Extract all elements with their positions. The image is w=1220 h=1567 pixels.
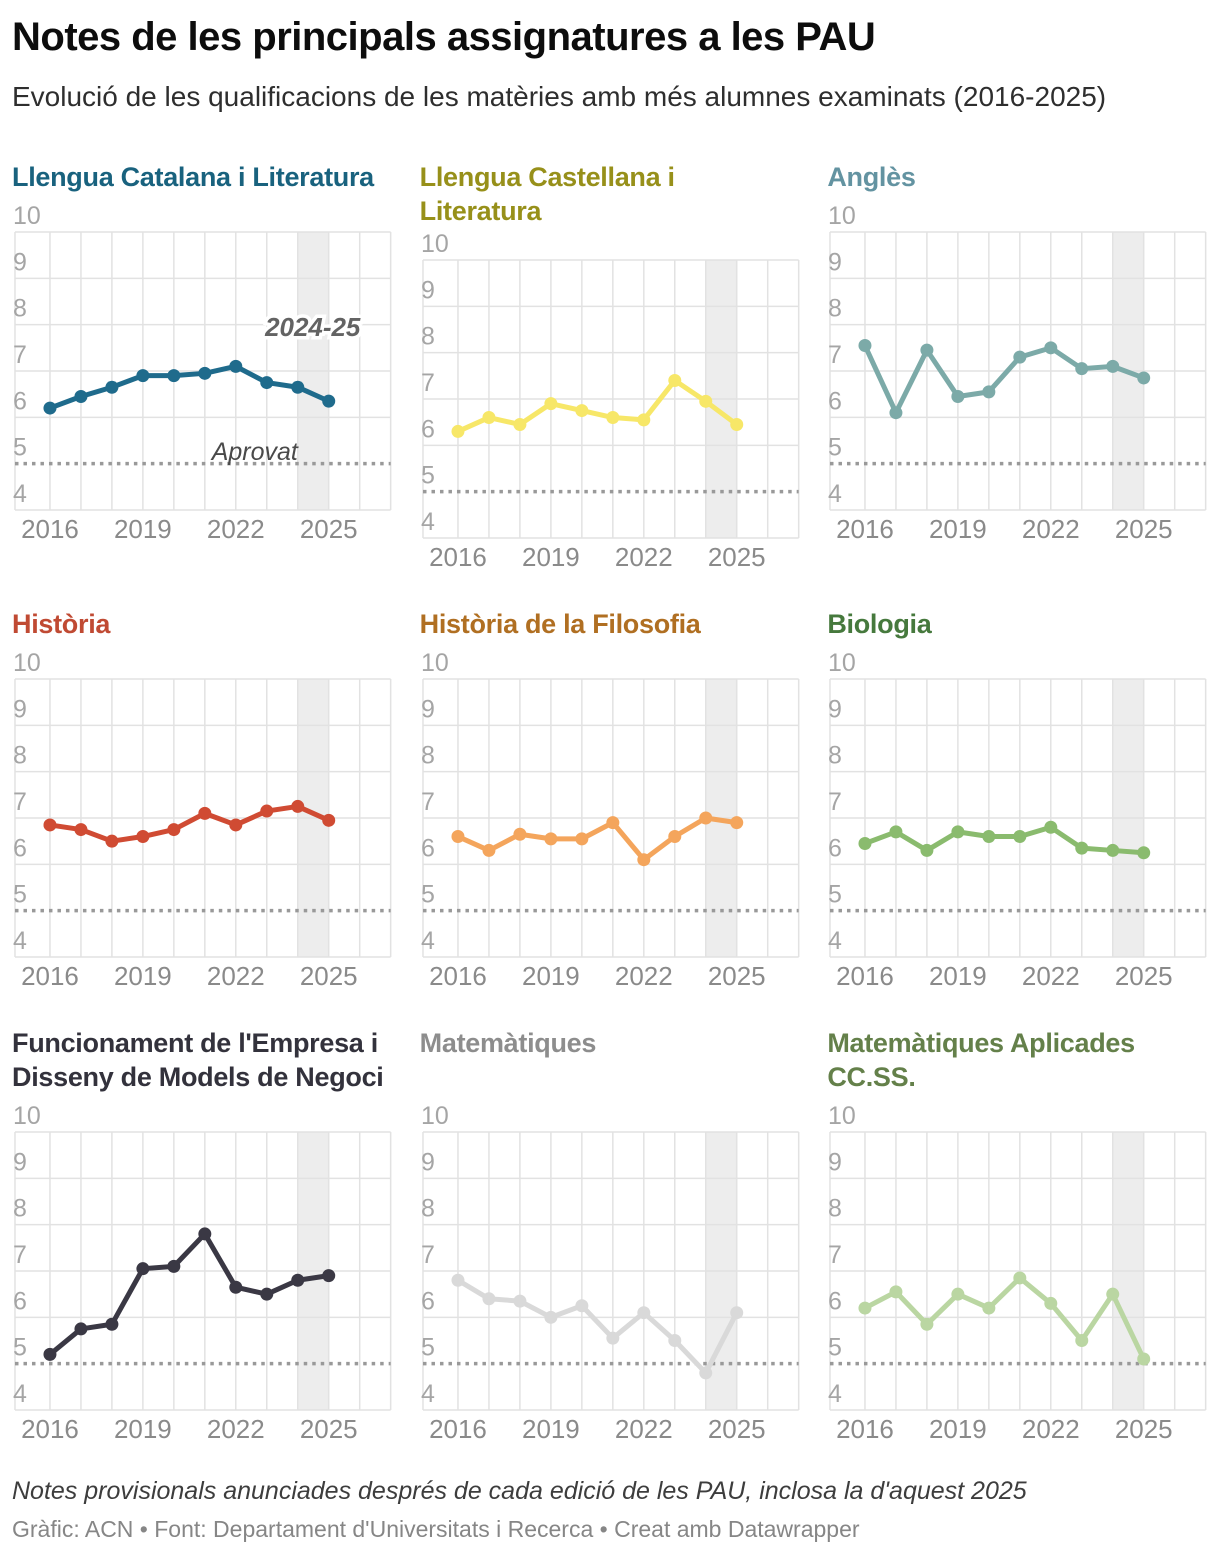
data-point xyxy=(1076,362,1089,375)
data-point xyxy=(1107,844,1120,857)
data-point xyxy=(198,366,211,379)
chart-matematiques xyxy=(420,1026,801,1445)
data-point xyxy=(43,818,56,831)
x-tick-label: 2019 xyxy=(521,541,580,572)
data-point xyxy=(513,418,526,431)
data-point xyxy=(544,832,557,845)
data-point xyxy=(921,1317,934,1330)
x-tick-label: 2016 xyxy=(836,1413,895,1444)
data-point xyxy=(482,844,495,857)
y-tick-label: 7 xyxy=(828,787,843,816)
x-tick-label: 2022 xyxy=(206,513,265,544)
x-tick-label: 2022 xyxy=(1022,1413,1081,1444)
data-point xyxy=(1076,1334,1089,1347)
chart-canvas xyxy=(420,228,801,573)
data-point xyxy=(229,818,242,831)
x-tick-label: 2019 xyxy=(521,1413,580,1444)
x-tick-label: 2016 xyxy=(21,1413,79,1444)
x-tick-label: 2019 xyxy=(929,1413,988,1444)
y-tick-label: 6 xyxy=(420,833,435,862)
datawrapper-chart xyxy=(0,14,1220,1567)
y-tick-label: 10 xyxy=(12,1101,41,1130)
x-tick-label: 2019 xyxy=(114,513,172,544)
chart-title: Llengua Castellana i Literatura xyxy=(419,161,675,226)
x-tick-label: 2022 xyxy=(614,1413,673,1444)
data-point xyxy=(668,830,681,843)
y-tick-label: 6 xyxy=(828,386,843,415)
x-tick-label: 2016 xyxy=(21,513,79,544)
x-tick-label: 2022 xyxy=(206,1413,265,1444)
chart-title: Funcionament de l'Empresa i Disseny de Models de Negoci xyxy=(12,1027,384,1092)
chart-funcionament-de-l-empresa-i-disseny-de-models-de-negoci xyxy=(12,1026,393,1445)
data-point xyxy=(291,1273,304,1286)
y-tick-label: 5 xyxy=(828,1333,843,1362)
data-point xyxy=(575,404,588,417)
data-point xyxy=(921,844,934,857)
data-point xyxy=(1045,820,1058,833)
chart-canvas xyxy=(827,1100,1208,1445)
y-tick-label: 9 xyxy=(828,1147,843,1176)
data-line xyxy=(458,1280,737,1373)
y-tick-label: 5 xyxy=(12,880,27,909)
chart-canvas xyxy=(420,647,801,992)
y-tick-label: 8 xyxy=(420,1194,435,1223)
data-point xyxy=(606,411,619,424)
data-point xyxy=(229,359,242,372)
y-tick-label: 6 xyxy=(420,1286,435,1315)
x-tick-label: 2025 xyxy=(1115,1413,1173,1444)
data-point xyxy=(668,1334,681,1347)
data-point xyxy=(43,401,56,414)
y-tick-label: 6 xyxy=(12,1286,27,1315)
data-point xyxy=(637,853,650,866)
y-tick-label: 6 xyxy=(12,833,27,862)
data-point xyxy=(167,1259,180,1272)
y-tick-label: 10 xyxy=(828,1101,857,1130)
data-point xyxy=(1107,359,1120,372)
chart-title: Llengua Catalana i Literatura xyxy=(12,161,374,192)
data-point xyxy=(105,1317,118,1330)
data-point xyxy=(198,1227,211,1240)
data-point xyxy=(699,394,712,407)
chart-header xyxy=(12,14,1208,114)
y-tick-label: 7 xyxy=(12,340,27,369)
x-tick-label: 2016 xyxy=(428,541,487,572)
data-point xyxy=(859,837,872,850)
data-point xyxy=(544,1310,557,1323)
data-point xyxy=(699,811,712,824)
data-point xyxy=(890,406,903,419)
x-tick-label: 2025 xyxy=(299,1413,358,1444)
y-tick-label: 7 xyxy=(828,1240,843,1269)
data-point xyxy=(167,823,180,836)
data-point xyxy=(668,374,681,387)
data-point xyxy=(1045,341,1058,354)
y-tick-label: 4 xyxy=(12,479,27,508)
x-tick-label: 2025 xyxy=(1115,960,1173,991)
y-tick-label: 10 xyxy=(12,201,41,230)
y-tick-label: 9 xyxy=(828,247,843,276)
chart-title: Biologia xyxy=(827,608,932,639)
x-tick-label: 2025 xyxy=(299,960,358,991)
data-line xyxy=(865,345,1144,412)
x-tick-label: 2016 xyxy=(428,960,487,991)
page-subtitle: Evolució de les qualificacions de les matèries amb més alumnes examinats (2016-2025) xyxy=(12,81,1107,112)
y-tick-label: 4 xyxy=(828,926,843,955)
y-tick-label: 5 xyxy=(420,880,435,909)
y-tick-label: 4 xyxy=(420,1379,435,1408)
x-tick-label: 2016 xyxy=(428,1413,487,1444)
data-point xyxy=(482,411,495,424)
pass-label: Aprovat xyxy=(211,437,298,466)
y-tick-label: 9 xyxy=(420,694,435,723)
data-point xyxy=(482,1292,495,1305)
data-point xyxy=(291,380,304,393)
small-multiples-grid xyxy=(12,160,1208,1445)
x-tick-label: 2019 xyxy=(929,513,988,544)
x-tick-label: 2025 xyxy=(707,541,766,572)
chart-llengua-catalana-i-literatura xyxy=(12,160,393,573)
y-tick-label: 9 xyxy=(420,1147,435,1176)
x-tick-label: 2016 xyxy=(836,960,895,991)
data-point xyxy=(167,369,180,382)
x-tick-label: 2025 xyxy=(1115,513,1173,544)
data-point xyxy=(260,376,273,389)
data-point xyxy=(606,1331,619,1344)
chart-matematiques-aplicades-cc-ss xyxy=(827,1026,1208,1445)
y-tick-label: 4 xyxy=(420,507,435,536)
x-tick-label: 2022 xyxy=(614,541,673,572)
data-point xyxy=(730,1306,743,1319)
y-tick-label: 8 xyxy=(12,294,27,323)
chart-title: Història de la Filosofia xyxy=(419,608,701,639)
data-point xyxy=(1014,830,1027,843)
x-tick-label: 2016 xyxy=(836,513,895,544)
y-tick-label: 6 xyxy=(828,1286,843,1315)
data-point xyxy=(322,813,335,826)
y-tick-label: 7 xyxy=(420,368,435,397)
y-tick-label: 4 xyxy=(12,926,27,955)
data-point xyxy=(575,832,588,845)
data-point xyxy=(952,390,965,403)
y-tick-label: 8 xyxy=(828,294,843,323)
y-tick-label: 10 xyxy=(420,229,449,258)
y-tick-label: 8 xyxy=(828,741,843,770)
x-tick-label: 2019 xyxy=(114,1413,172,1444)
y-tick-label: 6 xyxy=(420,414,435,443)
chart-historia-de-la-filosofia xyxy=(420,607,801,992)
y-tick-label: 7 xyxy=(828,340,843,369)
data-point xyxy=(730,816,743,829)
chart-canvas xyxy=(12,647,393,992)
data-point xyxy=(890,1285,903,1298)
band-label: 2024-25 xyxy=(265,311,361,342)
y-tick-label: 7 xyxy=(12,1240,27,1269)
y-tick-label: 10 xyxy=(420,1101,449,1130)
data-line xyxy=(50,1234,329,1354)
chart-llengua-castellana-i-literatura xyxy=(420,160,801,573)
data-point xyxy=(136,369,149,382)
data-point xyxy=(260,1287,273,1300)
x-tick-label: 2025 xyxy=(707,1413,766,1444)
y-tick-label: 10 xyxy=(420,648,449,677)
data-point xyxy=(1138,846,1151,859)
data-point xyxy=(921,343,934,356)
data-point xyxy=(74,823,87,836)
data-line xyxy=(865,1278,1144,1359)
x-tick-label: 2022 xyxy=(1022,513,1081,544)
x-tick-label: 2019 xyxy=(929,960,988,991)
data-point xyxy=(637,1306,650,1319)
y-tick-label: 5 xyxy=(12,433,27,462)
y-tick-label: 5 xyxy=(420,1333,435,1362)
data-point xyxy=(105,834,118,847)
y-tick-label: 4 xyxy=(828,479,843,508)
y-tick-label: 4 xyxy=(828,1379,843,1408)
data-point xyxy=(983,1301,996,1314)
data-line xyxy=(50,366,329,408)
y-tick-label: 5 xyxy=(420,461,435,490)
chart-historia xyxy=(12,607,393,992)
data-point xyxy=(575,1299,588,1312)
y-tick-label: 10 xyxy=(828,201,857,230)
data-point xyxy=(513,1294,526,1307)
y-tick-label: 4 xyxy=(420,926,435,955)
data-point xyxy=(74,390,87,403)
y-tick-label: 8 xyxy=(12,741,27,770)
chart-biologia xyxy=(827,607,1208,992)
y-tick-label: 5 xyxy=(12,1333,27,1362)
chart-title: Matemàtiques Aplicades CC.SS. xyxy=(827,1027,1135,1092)
data-point xyxy=(983,830,996,843)
x-tick-label: 2022 xyxy=(614,960,673,991)
y-tick-label: 9 xyxy=(12,247,27,276)
chart-canvas xyxy=(12,1100,393,1445)
y-tick-label: 7 xyxy=(420,1240,435,1269)
x-tick-label: 2025 xyxy=(707,960,766,991)
data-point xyxy=(43,1347,56,1360)
y-tick-label: 7 xyxy=(420,787,435,816)
x-tick-label: 2022 xyxy=(206,960,265,991)
y-tick-label: 4 xyxy=(12,1379,27,1408)
x-tick-label: 2019 xyxy=(114,960,172,991)
y-tick-label: 5 xyxy=(828,433,843,462)
data-point xyxy=(74,1322,87,1335)
data-point xyxy=(606,816,619,829)
data-point xyxy=(198,806,211,819)
data-point xyxy=(260,804,273,817)
y-tick-label: 9 xyxy=(12,694,27,723)
data-point xyxy=(451,830,464,843)
chart-canvas xyxy=(827,200,1208,545)
y-tick-label: 10 xyxy=(12,648,41,677)
y-tick-label: 9 xyxy=(828,694,843,723)
y-tick-label: 8 xyxy=(420,741,435,770)
footer-credits: Gràfic: ACN • Font: Departament d'Universitats i Recerca • Creat amb Datawrapper xyxy=(12,1515,860,1542)
data-point xyxy=(859,339,872,352)
data-point xyxy=(451,425,464,438)
data-point xyxy=(1045,1297,1058,1310)
chart-title: Matemàtiques xyxy=(419,1027,597,1058)
data-point xyxy=(637,413,650,426)
footer-note: Notes provisionals anunciades després de cada edició de les PAU, inclosa la d'aquest 2025 xyxy=(12,1476,1027,1505)
chart-canvas xyxy=(420,1100,801,1445)
data-point xyxy=(1014,1271,1027,1284)
data-point xyxy=(105,380,118,393)
chart-title: Història xyxy=(12,608,111,639)
data-point xyxy=(730,418,743,431)
data-point xyxy=(983,385,996,398)
data-point xyxy=(1138,1352,1151,1365)
data-line xyxy=(50,806,329,841)
y-tick-label: 8 xyxy=(12,1194,27,1223)
data-point xyxy=(1138,371,1151,384)
y-tick-label: 5 xyxy=(828,880,843,909)
chart-angles xyxy=(827,160,1208,573)
x-tick-label: 2022 xyxy=(1022,960,1081,991)
chart-title: Anglès xyxy=(827,161,916,192)
data-point xyxy=(136,830,149,843)
y-tick-label: 9 xyxy=(420,275,435,304)
data-point xyxy=(1076,841,1089,854)
y-tick-label: 7 xyxy=(12,787,27,816)
data-line xyxy=(458,380,737,431)
chart-canvas xyxy=(12,200,393,545)
y-tick-label: 6 xyxy=(828,833,843,862)
data-line xyxy=(458,818,737,860)
x-tick-label: 2019 xyxy=(521,960,580,991)
y-tick-label: 10 xyxy=(828,648,857,677)
y-tick-label: 6 xyxy=(12,386,27,415)
data-point xyxy=(1107,1287,1120,1300)
data-point xyxy=(544,397,557,410)
y-tick-label: 9 xyxy=(12,1147,27,1176)
data-point xyxy=(952,825,965,838)
chart-canvas xyxy=(827,647,1208,992)
data-point xyxy=(952,1287,965,1300)
data-point xyxy=(513,827,526,840)
data-point xyxy=(890,825,903,838)
data-point xyxy=(322,394,335,407)
data-point xyxy=(451,1273,464,1286)
data-point xyxy=(859,1301,872,1314)
x-tick-label: 2025 xyxy=(299,513,358,544)
page-title: Notes de les principals assignatures a les PAU xyxy=(12,15,876,59)
y-tick-label: 8 xyxy=(420,322,435,351)
data-point xyxy=(291,800,304,813)
data-point xyxy=(322,1269,335,1282)
y-tick-label: 8 xyxy=(828,1194,843,1223)
data-point xyxy=(136,1262,149,1275)
data-point xyxy=(229,1280,242,1293)
data-line xyxy=(865,827,1144,852)
data-point xyxy=(1014,350,1027,363)
x-tick-label: 2016 xyxy=(21,960,79,991)
data-point xyxy=(699,1366,712,1379)
chart-footer xyxy=(12,1477,1208,1567)
